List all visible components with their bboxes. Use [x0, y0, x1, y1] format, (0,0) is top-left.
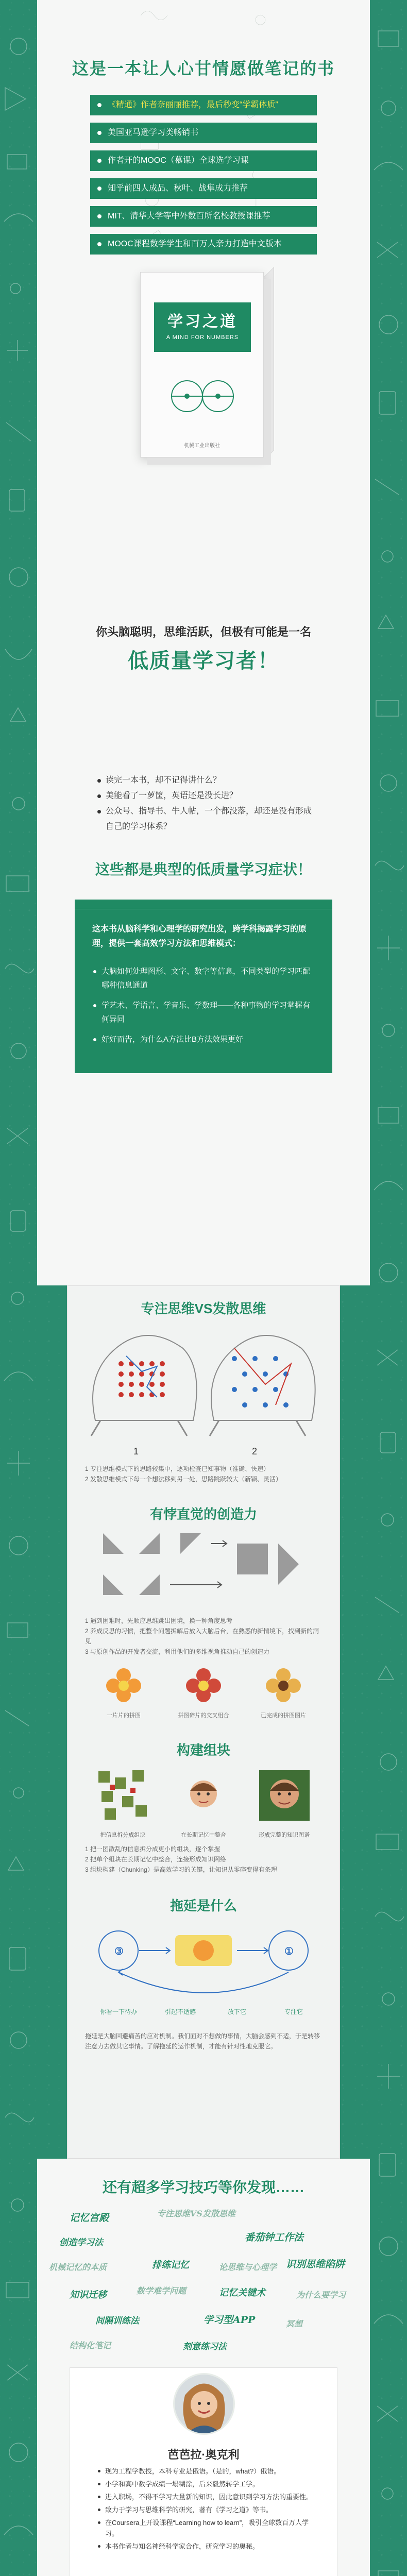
question-item: 美能看了一萝筐，英语还是没长进？	[95, 788, 312, 804]
flower-item	[250, 1664, 317, 1719]
skill-tag: 番茄钟工作法	[245, 2232, 304, 2243]
svg-text:③: ③	[114, 1946, 124, 1957]
chunk-title: 构建组块	[176, 1742, 230, 1758]
caption-1: 1	[133, 1446, 139, 1456]
symptom-box	[75, 900, 332, 1073]
symptom-item: 好好而告，为什么A方法比B方法效果更好	[92, 1032, 315, 1046]
skill-tag: 识别思维陷阱	[286, 2259, 345, 2270]
left-doodle-decoration	[0, 0, 37, 2576]
skill-tag: 机械记忆的本质	[49, 2262, 107, 2272]
procrastination-title: 拖延是什么	[169, 1898, 237, 1913]
skill-tag: 记忆宫殿	[70, 2212, 109, 2224]
skill-tag: 创造学习法	[59, 2238, 103, 2248]
chunk-row	[82, 1767, 325, 1839]
skill-tag: 排练记忆	[152, 2260, 189, 2270]
incubation-notes: 1 遇到困难时，先顺应思维跳出困境，换一种角度思考 2 养成反思的习惯，把整个问题拆解后放入大脑后台，在熟悉的新情境下，找到新的洞见 3 与原创作品的开发者交流，利用他们的多维视角推动自己的创造力	[85, 1617, 319, 1655]
book-spine	[264, 267, 274, 461]
author-bio-item: 进入职场，不得不学习大量新的知识，因此意识到学习方法的重要性。	[97, 2492, 313, 2502]
book-cover	[140, 272, 264, 457]
scattered-pieces-image	[94, 1767, 151, 1824]
book-area	[37, 272, 370, 540]
feature-item: 知乎前四人成品、秋叶、战隼成力推荐	[90, 178, 317, 199]
focused-captions	[67, 1446, 340, 1459]
question-item: 公众号、指导书、牛人帖，一个都没落，却还是没有形成自己的学习体系？	[95, 804, 312, 835]
hero-title: 这是一本让人心甘情愿做笔记的书	[72, 59, 335, 78]
procrastination-labels	[82, 2007, 325, 2028]
quiz-question: 你头脑聪明，思维活跃，但极有可能是一名	[95, 625, 311, 638]
skill-tag: 冥想	[286, 2319, 303, 2329]
flower-caption: 已完成的拼图图片	[261, 1713, 306, 1719]
flower-row	[90, 1664, 317, 1719]
chunk-caption: 形成完整的知识图谱	[259, 1832, 310, 1838]
quiz-highlight: 低质量学习者！	[128, 650, 279, 672]
skill-tag: 记忆关键术	[219, 2287, 265, 2298]
questions-section	[37, 747, 370, 1285]
proc-label: 你看一下待办	[99, 2008, 137, 2015]
flower-caption: 拼图碎片的交叉组合	[178, 1713, 229, 1719]
caption-2: 2	[252, 1446, 258, 1456]
book-subtitle: A MIND FOR NUMBERS	[166, 334, 239, 341]
question-item: 读完一本书，却不记得讲什么？	[95, 773, 312, 788]
focused-diffuse-title: 专注思维VS发散思维	[141, 1301, 266, 1316]
question-list	[95, 773, 312, 835]
quiz-block	[37, 623, 370, 674]
author-portrait-image	[175, 2375, 233, 2433]
book-publisher: 机械工业出版社	[184, 443, 220, 449]
skill-tag: 数学难学问题	[137, 2286, 186, 2296]
chunk-item	[248, 1767, 320, 1839]
skill-tag: 论思维与心理学	[219, 2262, 277, 2272]
author-bio-item: 在Coursera上开设课程“Learning how to learn”，吸引全球数百万人学习。	[97, 2517, 313, 2539]
chunk-caption: 在长期记忆中整合	[180, 1832, 226, 1838]
skill-tag: 知识迁移	[70, 2290, 107, 2300]
face-portrait-image	[175, 1767, 232, 1824]
author-section	[37, 2367, 370, 2576]
proc-label: 引起不适感	[164, 2008, 196, 2015]
flower-item	[90, 1664, 157, 1719]
right-doodle-decoration	[370, 0, 407, 2576]
focused-notes: 1 专注思维模式下的思路较集中，逐项检查已知事物（准确、快速） 2 发散思维模式下每一个想法移到另一处，思路跳跃较大（新颖、灵活）	[85, 1465, 282, 1483]
svg-text:①: ①	[284, 1946, 294, 1957]
author-bio-item: 本书作者与知名神经科学家合作，研究学习的奥秘。	[97, 2541, 313, 2552]
author-bio-item: 现为工程学教授，本科专业是俄语。（是的，what?）俄语。	[97, 2466, 313, 2477]
feature-item: MOOC课程数学学生和百万人亲力打造中文版本	[90, 234, 317, 255]
symptom-title: 这些都是典型的低质量学习症状！	[95, 861, 312, 877]
symptom-intro: 这本书从脑科学和心理学的研究出发，跨学科揭露学习的原理，提供一套高效学习方法和思维模式：	[92, 925, 307, 948]
chunk-item	[87, 1767, 159, 1839]
incubation-title: 有悖直觉的创造力	[149, 1506, 257, 1522]
skill-tag: 刻意练习法	[183, 2342, 227, 2352]
book-title: 学习之道	[167, 313, 238, 331]
skills-title: 还有超多学习技巧等你发现……	[102, 2179, 304, 2195]
author-name: 芭芭拉·奥克利	[167, 2448, 240, 2461]
author-bio-item: 致力于学习与思维科学的研究，著有《学习之道》等书。	[97, 2504, 313, 2515]
puzzle-piece-icon	[100, 1664, 147, 1705]
book-cover-art	[161, 365, 244, 427]
author-card	[70, 2367, 337, 2576]
skill-tag: 学习型APP	[204, 2314, 256, 2326]
author-photo	[173, 2373, 235, 2435]
flower-caption: 一片片的拼图	[107, 1713, 141, 1719]
feature-item: 美国亚马逊学习类畅销书	[90, 123, 317, 143]
completed-puzzle-icon	[260, 1664, 307, 1705]
header-section	[37, 0, 370, 747]
skill-tag: 结构化笔记	[70, 2341, 111, 2350]
proc-label: 专注它	[284, 2008, 303, 2015]
flower-item	[170, 1664, 237, 1719]
author-bio-list	[97, 2466, 313, 2554]
triangle-puzzle-diagram	[82, 1523, 325, 1611]
chunk-item	[167, 1767, 240, 1839]
skill-tag: 间隔训练法	[95, 2316, 139, 2326]
author-bio-item: 小学和高中数学成绩一塌糊涂，后来毅然转学工学。	[97, 2479, 313, 2489]
pinball-brain-diagram	[80, 1317, 327, 1446]
chunk-caption: 把信息拆分成组块	[100, 1832, 146, 1838]
procrastination-cycle-diagram	[82, 1914, 325, 2007]
feature-item: 作者开的MOOC（慕课）全球选学习课	[90, 150, 317, 171]
skill-tag: 专注思维VS发散思维	[157, 2209, 235, 2218]
skills-section	[37, 2159, 370, 2367]
methods-card	[67, 1285, 340, 2159]
feature-list	[90, 95, 317, 255]
feature-item: 《精通》作者奈丽丽推荐，最后秒变“学霸体质”	[90, 95, 317, 115]
symptom-item: 学艺术、学语言、学音乐、学数理——各种事物的学习掌握有何异同	[92, 998, 315, 1026]
chunk-notes: 1 把一团散乱的信息拆分成更小的组块，逐个掌握 2 把单个组块在长期记忆中整合，连接形成知识网络 3 组块构建（Chunking）是高效学习的关键，让知识从零碎变得有条理	[85, 1845, 277, 1873]
proc-label: 放下它	[227, 2008, 246, 2015]
symptom-item: 大脑如何处理图形、文字、数字等信息，不同类型的学习匹配哪种信息通道	[92, 964, 315, 992]
mixed-puzzle-icon	[180, 1664, 227, 1705]
feature-item: MIT、清华大学等中外数百所名校教授课推荐	[90, 206, 317, 227]
skills-cloud	[49, 2207, 358, 2362]
procrastination-notes: 拖延是大脑回避痛苦的应对机制。我们面对不想做的事情，大脑会感到不适，于是转移注意力去做其它事情。了解拖延的运作机制，才能有针对性地克服它。	[85, 2032, 320, 2050]
completed-portrait-image	[256, 1767, 313, 1824]
symptom-list	[92, 964, 315, 1046]
book-banner	[154, 302, 251, 352]
skill-tag: 为什么要学习	[296, 2290, 346, 2300]
